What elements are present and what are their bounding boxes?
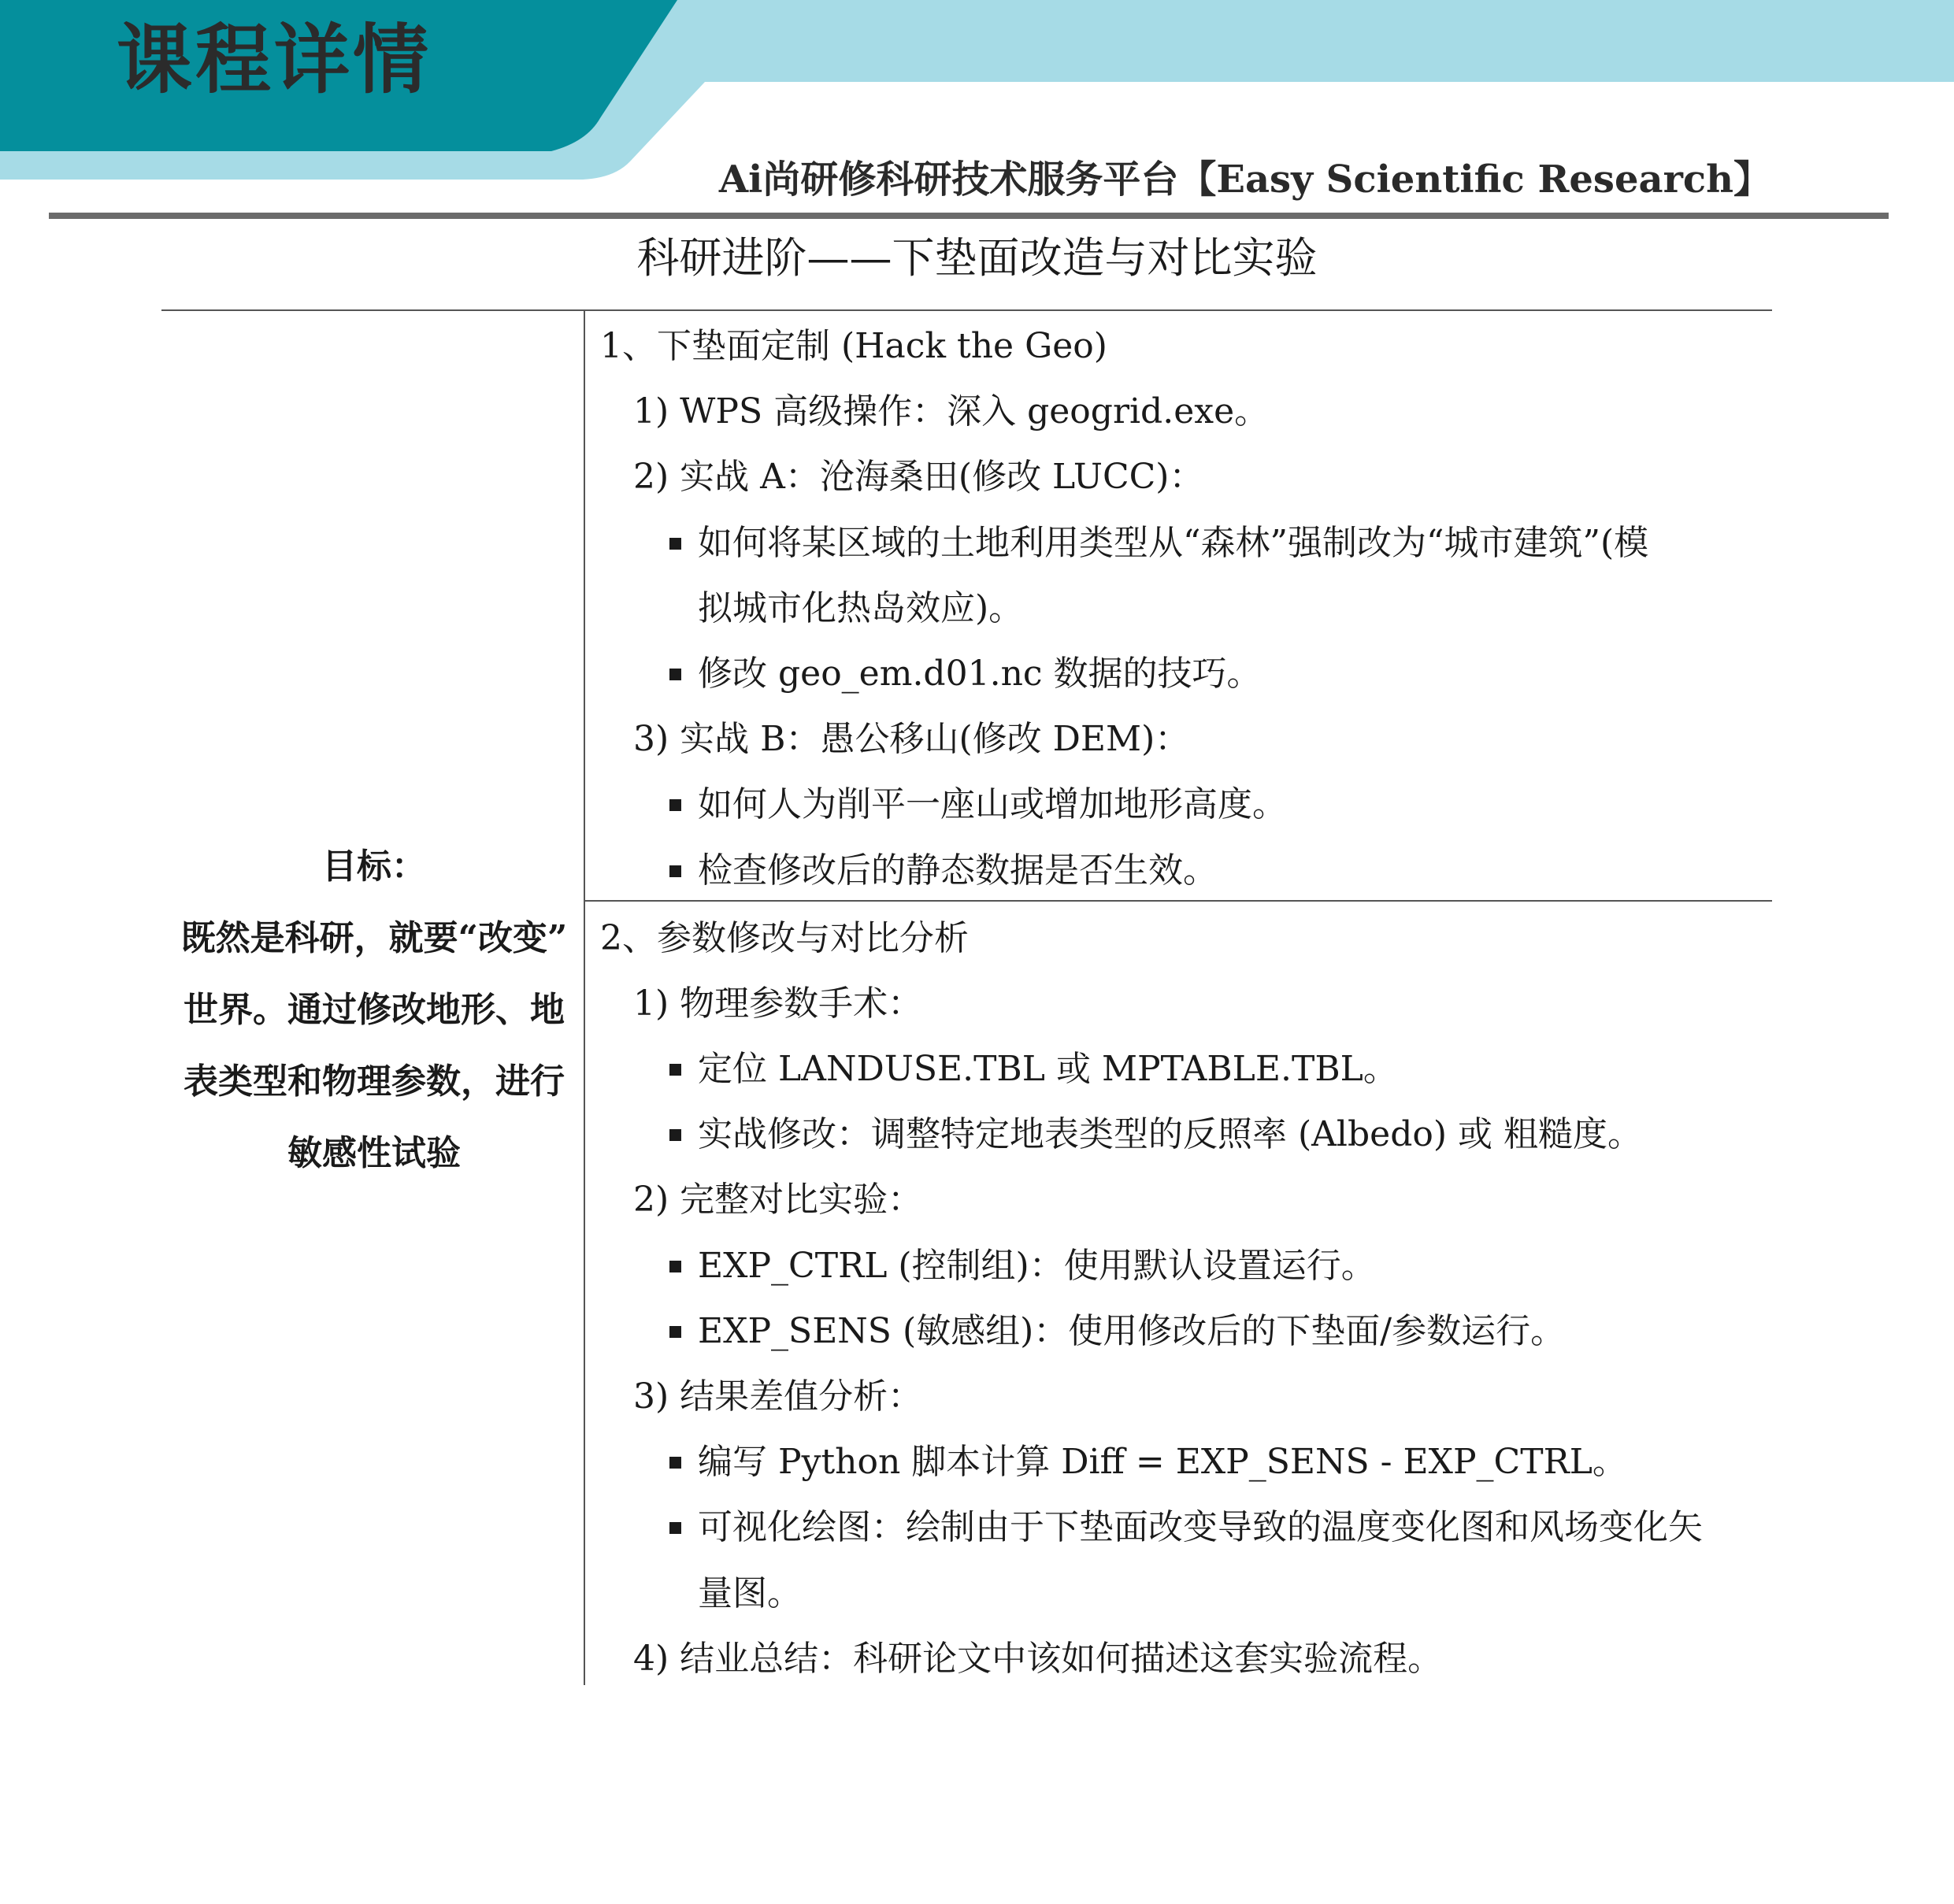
bullet-text: 实战修改：调整特定地表类型的反照率 (Albedo) 或 粗糙度。 (698, 1114, 1642, 1155)
bullet-icon (669, 1261, 681, 1272)
bullet-icon (669, 1129, 681, 1141)
bullet-icon (669, 799, 681, 811)
bullet-text: EXP_CTRL (控制组)：使用默认设置运行。 (698, 1245, 1376, 1286)
sub-item: 1) 物理参数手术： (633, 983, 923, 1024)
section-heading: 1、下垫面定制 (Hack the Geo) (600, 326, 1107, 366)
bullet-text: 如何人为削平一座山或增加地形高度。 (698, 784, 1287, 825)
bullet-item (600, 641, 1774, 706)
bullet-item (600, 1102, 1774, 1167)
goal-label: 目标： (322, 846, 426, 887)
sub-item: 4) 结业总结：科研论文中该如何描述这套实验流程。 (633, 1638, 1443, 1679)
sub-item: 1) WPS 高级操作：深入 geogrid.exe。 (633, 391, 1270, 432)
bullet-icon (669, 1326, 681, 1338)
section-title: 科研进阶——下垫面改造与对比实验 (636, 233, 1318, 283)
bullet-item (600, 838, 1774, 903)
sub-item: 2) 完整对比实验： (633, 1180, 923, 1221)
bullet-icon (669, 669, 681, 680)
bullet-text: 如何将某区域的土地利用类型从“森林”强制改为“城市建筑”(模 (698, 522, 1649, 563)
goal-cell (161, 831, 587, 1189)
banner-title: 课程详情 (117, 16, 432, 104)
sub-item: 2) 实战 A：沧海桑田(修改 LUCC)： (633, 457, 1204, 498)
bullet-text: 定位 LANDUSE.TBL 或 MPTABLE.TBL。 (698, 1049, 1398, 1090)
goal-line: 表类型和物理参数，进行 (184, 1061, 565, 1102)
content-cell (600, 313, 1774, 1691)
bullet-text: EXP_SENS (敏感组)：使用修改后的下垫面/参数运行。 (698, 1310, 1566, 1351)
bullet-icon (669, 1457, 681, 1469)
bullet-item (600, 772, 1774, 837)
bullet-text: 可视化绘图：绘制由于下垫面改变导致的温度变化图和风场变化矢 (698, 1507, 1703, 1548)
bullet-item (600, 1036, 1774, 1102)
bullet-text: 修改 geo_em.d01.nc 数据的技巧。 (698, 653, 1262, 694)
sub-item: 3) 实战 B：愚公移山(修改 DEM)： (633, 719, 1190, 760)
bullet-item (600, 1495, 1774, 1560)
content-block-1 (600, 313, 1774, 903)
bullet-item (600, 1233, 1774, 1298)
content-block-2 (600, 906, 1774, 1691)
sub-item: 3) 结果差值分析： (633, 1376, 923, 1417)
bullet-continuation: 拟城市化热岛效应)。 (698, 587, 1024, 628)
bullet-item (600, 1298, 1774, 1364)
goal-line: 敏感性试验 (287, 1133, 461, 1173)
bullet-text: 编写 Python 脚本计算 Diff = EXP_SENS - EXP_CTRL。 (698, 1442, 1627, 1483)
table-top-border (161, 309, 1772, 311)
goal-line: 世界。通过修改地形、地 (184, 990, 565, 1030)
bullet-item (600, 1429, 1774, 1495)
goal-line: 既然是科研，就要“改变” (180, 918, 568, 958)
section-heading: 2、参数修改与对比分析 (600, 917, 969, 958)
bullet-text: 检查修改后的静态数据是否生效。 (698, 850, 1218, 891)
bullet-icon (669, 865, 681, 877)
bullet-continuation: 量图。 (698, 1572, 802, 1613)
bullet-icon (669, 538, 681, 550)
bullet-item (600, 510, 1774, 576)
platform-name: Ai尚研修科研技术服务平台【Easy Scientific Research】 (718, 157, 1771, 202)
header-divider (49, 213, 1889, 219)
bullet-icon (669, 1064, 681, 1076)
bullet-icon (669, 1522, 681, 1534)
